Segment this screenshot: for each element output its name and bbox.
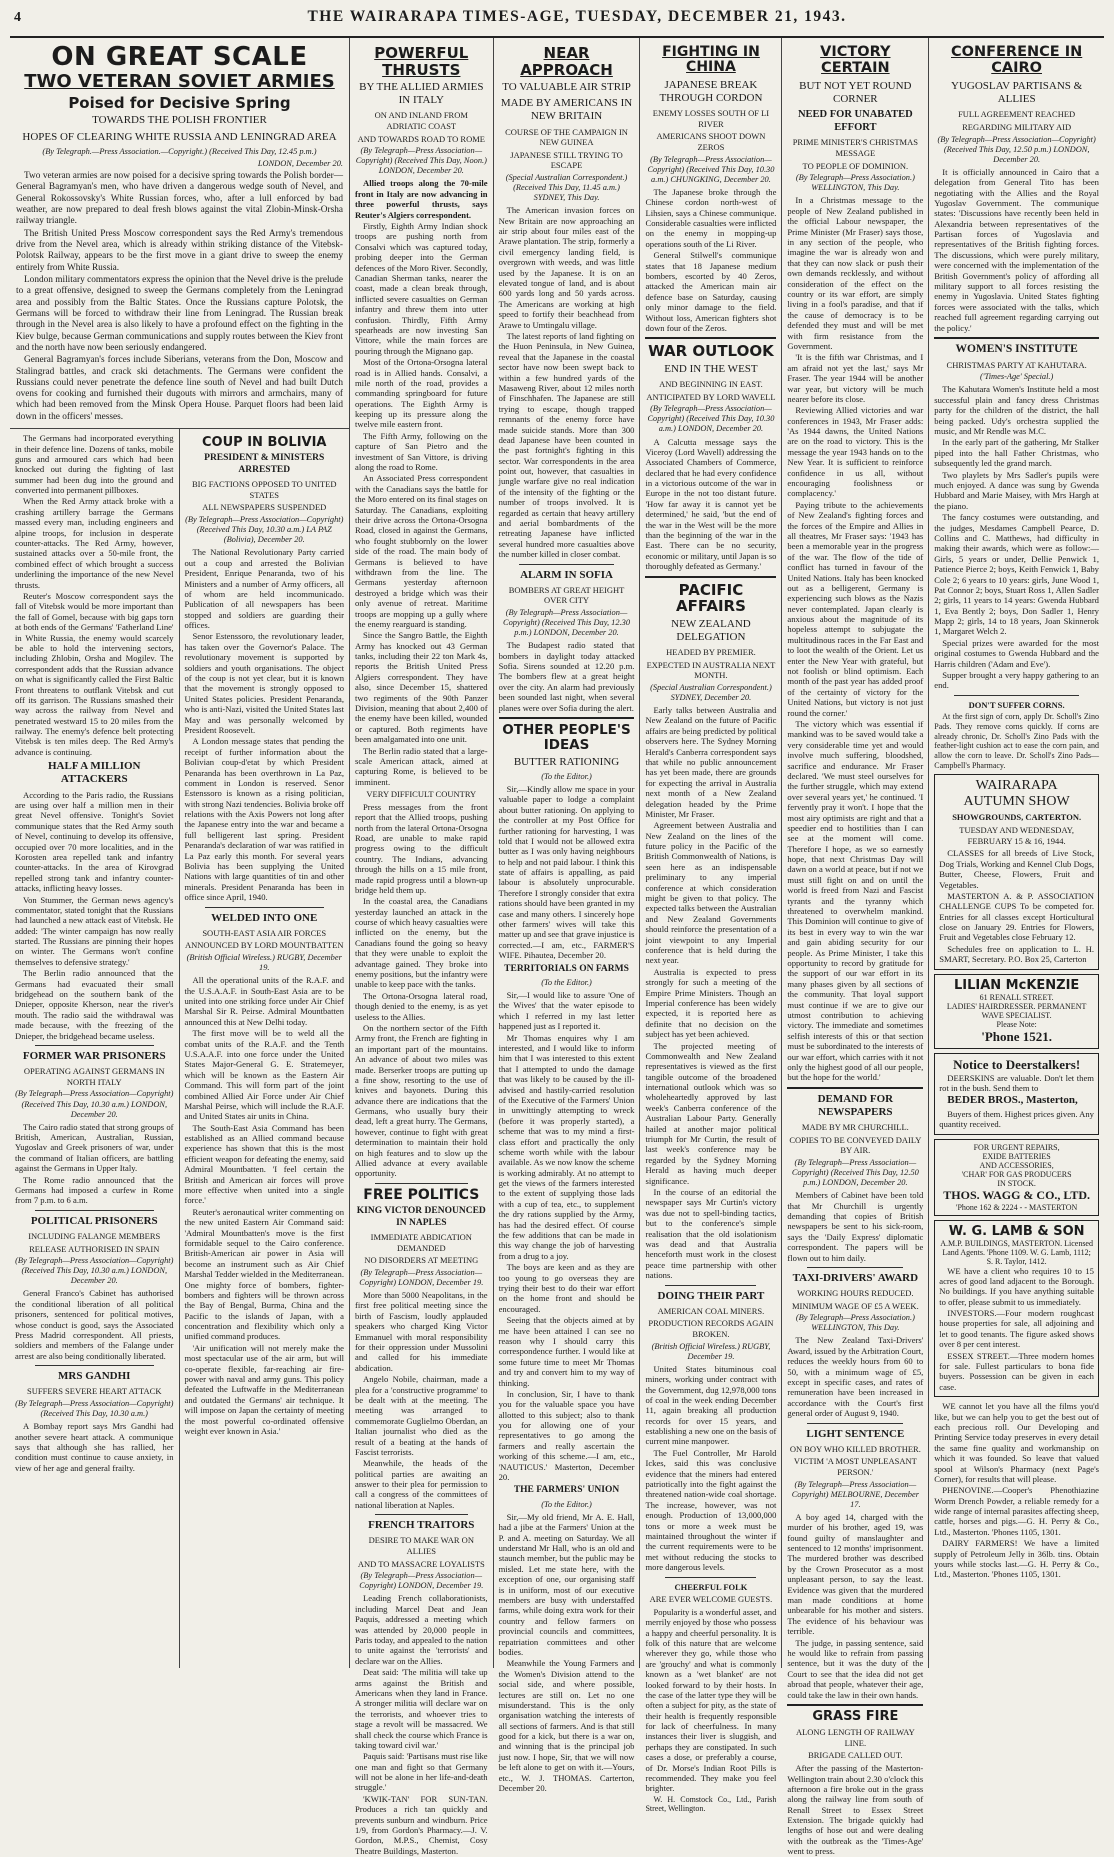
ad-line: EXIDE BATTERIES [982, 1151, 1051, 1161]
subhead: MINIMUM WAGE OF £5 A WEEK. [791, 1300, 919, 1311]
subhead: RELEASE AUTHORISED IN SPAIN [29, 1243, 160, 1254]
credit: (Special Australian Correspondent.) (Received This Day, 11.45 a.m.) SYDNEY, This Day. [505, 173, 628, 203]
to-editor: (To the Editor.) [541, 771, 592, 781]
paragraph: Agreement between Australia and New Zealand on the lines of the future policy in the Pacific of the British Commonwealth of Nations, is seen here as an indispensable preliminary to any imperial conference at which consideration might be given to that policy. The expected talks between the Australian and New Zealand Governments should reinforce the presentation of a joint viewpoint to any Imperial conference that is held during the next year. [645, 820, 777, 966]
subhead: YUGOSLAV PARTISANS & ALLIES [951, 79, 1083, 106]
autumn-show-ad [934, 774, 1099, 969]
headline-poised: Poised for Decisive Spring [68, 93, 291, 112]
paragraph: The Budapest radio stated that bombers in daylight today attacked Sofia. Sirens sounded at 12.20 p.m. The bombers flew at a great height over the city. An alarm had previously been sounded last night, when several planes were over Sofia during the alert. [498, 640, 635, 713]
headline-former-prisoners: FORMER WAR PRISONERS [22, 1050, 166, 1062]
subhead: END IN THE WEST [664, 362, 758, 375]
paragraph: At the first sign of corn, apply Dr. Scholl's Zino Pads. They remove corns quickly. If corns are already chronic, Dr. Scholl's Zino Pads with the feather-light cushion act to ease the corn pain, and allow the corn to leave. Dr. Scholl's Zino Pads—Campbell's Pharmacy. [934, 712, 1099, 770]
paragraph: MASTERTON A. & P. ASSOCIATION CHALLENGE CUPS To be competed for. Entries for all classes except Horticultural close on January 29. Entries for Flowers, Fruit and Vegetables close February 12. [939, 890, 1094, 943]
credit: (By Telegraph—Press Association—Copyright) LONDON, December 19. [359, 1267, 484, 1287]
paragraph: Reuter's aeronautical writer commenting on the new united Eastern Air Command said: 'Admiral Mountbatten's move is the first formidable sequel to the Cairo conference. British-American air power in Asia will become an instrument such as Air Chief Marshal Tedder wielded in the Mediterranean. One mighty force of bombers, fighter-bombers and fighters will be thrown across the Bay of Bengal, Burma, China and the Pacific to the islands of Japan, with a concentration and flexibility which only a unified command produces. [184, 1206, 344, 1342]
paragraph: Leading French collaborationists, including Marcel Deat and Jean Paquis, addressed a meeting which was attended by 20,000 people in Paris today, and appealed to the nation to unite against the 'terrorists' and declare war on the Allies. [355, 1593, 488, 1666]
doing-body [645, 1364, 776, 1573]
column-1 [10, 429, 180, 1668]
paragraph: The British United Press Moscow correspondent says the Red Army's tremendous drive from the Nevel area, which is already within striking distance of the Vitebsk-Polotsk Railway, appears to be the first move in a giant drive to sweep the enemy entirely from White Russia. [16, 228, 343, 273]
paragraph: Schedules free on application to L. H. SMART, Secretary. P.O. Box 25, Carterton [939, 943, 1094, 965]
ad-heading: WAIRARAPA [975, 778, 1058, 794]
paragraph: The Rome radio announced that the Germans had imposed a curfew in Rome from 7 p.m. to 6 a.m. [15, 1174, 174, 1206]
advertiser: W. H. Comstock Co., Ltd., Parish Street, Wellington. [645, 1794, 777, 1814]
subhead: JAPANESE STILL TRYING TO ESCAPE [510, 149, 623, 171]
paragraph: The judge, in passing sentence, said he would like to refrain from passing sentence, but it was the duty of the Court to see that the idea did not get abroad that people, whatever their age, could take the law in their own hands. [787, 1637, 924, 1700]
subhead: BIG FACTIONS OPPOSED TO UNITED STATES [191, 479, 337, 500]
subhead: AMERICANS SHOOT DOWN ZEROS [656, 131, 766, 153]
cheerful-body [645, 1607, 776, 1814]
headline-great-scale: ON GREAT SCALE [51, 42, 308, 72]
credit: (By Telegraph—Press Association—Copyright) LONDON, December 19. [359, 1571, 484, 1591]
paragraph: The fancy costumes were outstanding, and the judges, Mesdames Campbell Pearce, D. Collins and C. Matthews, had difficulty in making their awards, which were as follow:—Girls, 5 years or under, Dellie Penwick 1, Patience Pierce 2; boys, Keith Fenwick 1, Baby Cole 2; 6 years to 10 years: girls, June Wood 1, Pat Connor 2; boys, Stuart Ross 1, Allen Sadler 2; girls, 11 years to 14 years: Gwenda Hubbard 1, Eva Bently 2; boys, Don Sadler 1, Henry Mapp 2; girls, 14 to 18 years, Joan Skinnerok 1, Margaret Welch 2. [934, 512, 1099, 637]
subhead: IMMEDIATE ABDICATION DEMANDED [370, 1232, 472, 1253]
subhead: INCLUDING FALANGE MEMBERS [28, 1230, 161, 1241]
paragraph: The National Revolutionary Party carried out a coup and arrested the Bolivian President, Enrique Penaranda, two of his Ministers and a number of Army officers, all of whom are held incommunicado. Publication of all newspapers has been stopped and soldiers are guarding their offices. [184, 547, 344, 631]
subhead: EXPECTED IN AUSTRALIA NEXT MONTH. [646, 659, 776, 681]
credit: (British Official Wireless.) RUGBY, December 19. [651, 1341, 771, 1361]
paragraph: ESSEX STREET.—Three modern homes for sale. Fullest particulars to bona fide buyers. Possession can be given in each case. [939, 1350, 1094, 1392]
subhead: THE FARMERS' UNION [513, 1485, 620, 1496]
paragraph: London military commentators express the opinion that the Nevel drive is the prelude to a great offensive, designed to sweep the Germans completely from the Leningrad area and possibly from the Baltic States. Once the Russians capture Polotsk, the Germans will be forced to withdraw their line from Leningrad. The Russian break through in the Nevel area is also likely to have a profound effect on the fighting in the Kiev bulge, because German communications and supply routes between the Kiev front and the north have now been seriously endangered. [16, 274, 343, 353]
paragraph: The Fuel Controller, Mr Harold Ickes, said this was conclusive evidence that the miners had entered patriotically into the fight against the threatened nation-wide coal shortage. The increase, however, was not enough. Production of 13,000,000 tons or more a week must be maintained throughout the winter if the current requirements were to be met without reducing the stocks to more dangerous levels. [645, 1447, 777, 1573]
subhead: PRIME MINISTER'S CHRISTMAS MESSAGE [792, 137, 918, 159]
subhead: HEADED BY PREMIER. [666, 646, 756, 657]
paragraph: DAIRY FARMERS! We have a limited supply of Petroleum Jelly in 36lb. tins. Obtain yours while stocks last.—G. H. Perry & Co., Ltd., Masterton. 'Phones 1105, 1301. [934, 1538, 1099, 1580]
ad-line: 61 RENALL STREET. [979, 992, 1054, 1002]
page-number: 4 [14, 10, 21, 25]
ideas-body [499, 784, 635, 1793]
credit: (By Telegraph—Press Association.) WELLINGTON, This Day. [795, 173, 915, 193]
paragraph: INVESTORS.—Four modern roughcast house properties for sale, all adjoining and let to good tenants. The figure asked shows over 8 per cent interest. [939, 1308, 1094, 1350]
credit: (By Telegraph—Press Association—Copyright) (Received This Day, 12.50 p.m.) LONDON, December 20. [937, 134, 1096, 164]
subhead: FULL AGREEMENT REACHED [958, 109, 1076, 120]
subhead: NEW ZEALAND DELEGATION [671, 617, 751, 643]
paragraph: Press messages from the front report that the Allied troops, pushing north from the lateral Ortona-Orsogna Road, are unable to make rapid progress owing to the difficult country. The Indians, advancing through the hills on a 15 mile front, made rapid progress until a blown-up bridge held them up. [355, 801, 488, 895]
dateline: LONDON, December 20. [257, 158, 343, 168]
subhead: PRESIDENT & MINISTERS ARRESTED [204, 453, 325, 475]
headline-white-russia: HOPES OF CLEARING WHITE RUSSIA AND LENINGRAD AREA [22, 130, 337, 143]
subhead: TO VALUABLE AIR STRIP [502, 81, 631, 93]
approach-body [499, 205, 635, 559]
paragraph: When the Red Army attack broke with a crashing artillery barrage the Germans massed every man, including engineers and alpine troops, for inclusion in desperate counter-attacks. The Red Army, however, sustained attacks over a 50-mile front, the combined effect of which brought a success underlining the importance of the new Nevel thrusts. [15, 496, 174, 590]
headline-powerful-thrusts: POWERFUL THRUSTS [374, 44, 469, 79]
sofia-body [499, 640, 635, 713]
paragraph: DEERSKINS are valuable. Don't let them rot in the bush. Send them to [939, 1072, 1094, 1094]
subhead: VICTIM 'A MOST UNPLEASANT PERSON.' [793, 1456, 917, 1478]
china-body [645, 187, 776, 333]
credit: (By Telegraph—Press Association—Copyright) (Received This Day, 10.30 a.m.) LONDON, December 20. [15, 1256, 174, 1286]
subhead: CHRISTMAS PARTY AT KAHUTARA. [946, 359, 1087, 370]
corns-body [934, 712, 1099, 770]
paragraph: The Berlin radio announced that the Germans had evacuated their small bridgehead on the southern bank of the Dnieper, opposite Kherson, near the river's mouth. The radio said the withdrawal was made because, with the freezing of the Dnieper, the bridgehead became useless. [15, 968, 174, 1041]
paragraph: The Japanese broke through the Chinese cordon north-west of Lihsien, says a Chinese communique. Considerable casualties were inflicted on the enemy in mopping-up operations south of the Li River. [645, 186, 777, 249]
paragraph: After the passing of the Masterton-Wellington train about 2.30 o'clock this afternoon a fire broke out in the grass along the railway line from south of Renall Street to Essex Street Extension. The brigade quickly had lengths of hose out and were dealing with the outbreak as the 'Times-Age' went to press. [787, 1763, 924, 1857]
cairo-body [934, 167, 1099, 333]
paragraph: WE have a client who requires 10 to 15 acres of good land adjacent to the Borough. No buildings. If you have anything suitable to offer, please submit to us immediately. [939, 1265, 1094, 1307]
credit: (By Telegraph—Press Association—Copyright) (Received This Day, 12.50 p.m.) LONDON, December 20. [791, 1157, 919, 1188]
paragraph: In the coastal area, the Canadians yesterday launched an attack in the course of which heavy casualties were inflicted on the enemy, but the Canadians found the going so heavy that they were unable to exploit the advantage gained. They broke into enemy positions, but the infantry were unable to keep pace with the tanks. [355, 896, 488, 990]
thrusts-body [355, 178, 488, 1178]
headline-cheerful-folk: CHEERFUL FOLK [674, 1581, 748, 1592]
column-6 [782, 38, 929, 1857]
headline-soviet-armies: TWO VETERAN SOVIET ARMIES [24, 71, 335, 92]
soviet-story [10, 38, 349, 429]
ad-name: W. G. LAMB & SON [948, 1223, 1085, 1239]
credit: (Special Australian Correspondent.) SYDNEY, December 20. [650, 682, 772, 702]
subhead: COPIES TO BE CONVEYED DAILY BY AIR. [789, 1134, 922, 1156]
paragraph: The first move will be to weld all the combat units of the R.A.F. and the Tenth U.S.A.A.F. into one force under the United States Major-General G. E. Stratemeyer, which will be known as the Eastern Air Command. This will form part of the joint combined Allied Air Force under Air Chief Marshal Peirse, which will include the R.A.F. and United States air units in China. [184, 1028, 344, 1122]
pacific-body [645, 705, 776, 1280]
paragraph: Meanwhile the Young Farmers and the Women's Division attend to the social side, and where possible, lectures are still on. Let no one misunderstand. This is the only organisation watching the interests of all sections of farmers. And is that still good for a kick, but there is a war on, and winning that is the principal job just now. I hope, Sir, that we will now be left alone to get on with it.—Yours, etc., W. J. THOMAS. Carterton, December 20. [498, 1658, 635, 1794]
subhead: ANTICIPATED BY LORD WAVELL [646, 391, 776, 402]
subhead: TO PEOPLE OF DOMINION. [802, 160, 909, 171]
credit: (By Telegraph—Press Association—Copyright) (Received This Day, 10.30 a.m.) LONDON, December 20. [15, 1089, 174, 1119]
headline-light-sentence: LIGHT SENTENCE [806, 1427, 905, 1440]
paragraph: Sir,—I would like to assure 'One of the Wives' that the water episode to which I referred in my last letter happened just as I reported it. [498, 990, 635, 1032]
ad-name: BEDER BROS., Masterton, [947, 1094, 1078, 1107]
headline-political-prisoners: POLITICAL PRISONERS [30, 1214, 158, 1227]
paragraph: The New Zealand Taxi-Drivers' Award, issued by the Arbitration Court, reduces the weekly hours from 60 to 50, with a minimum wage of £5, except in specific cases, and rates of remuneration have been increased in accordance with the Court's first general order of August 9, 1940. [787, 1335, 924, 1419]
demand-body [787, 1190, 923, 1263]
subhead: BRIGADE CALLED OUT. [808, 1750, 903, 1761]
credit: (By Telegraph—Press Association.) WELLINGTON, This Day. [795, 1313, 915, 1333]
headline-coup-bolivia: COUP IN BOLIVIA [202, 435, 327, 451]
paragraph: Sir,—Kindly allow me space in your valuable paper to lodge a complaint about butter rationing. On applying to the controller at my Post Office for further rationing for harvesting, I was told that I would not be allowed extra butter as I was only having neighbours to help and not paid labour. I think this state of affairs is appalling, as paid labour is absolutely unprocurable. Therefore I strongly consider that extra rations should have been granted in my case and many others. I sincerely hope other farmers' wives will take this matter up and see that grave injustice is corrected.—I am, etc., FARMER'S WIFE. Pihautea, December 20. [498, 783, 635, 961]
subhead: WORKING HOURS REDUCED. [797, 1288, 914, 1299]
paragraph: Mr Thomas enquires why I am interested, and I would like to inform him that I was interested to this extent that I attempted to undo the damage that was likely to be caused by the ill-advised and hastily-carried resolution of the Executive of the Farmers' Union in unwittingly attempting to wreck (before it was properly started), a scheme that was to my mind a first-class effort and practically the only scheme worth while with the labour available. As we now know the scheme is working admirably. At no attempt to get the views of the farmers interested to the extent of supplying those lads with a cup of tea, etc., to supplement the dry rations supplied by the Army, has had the desired effect. Of course the few additions that can be made in this way change the job of harvesting from a drug to a joy. [498, 1032, 635, 1261]
paragraph: The Kahutara Women's Institute held a most successful plain and fancy dress Christmas party for the children of the district, the hall being packed. Udy's orchestra supplied the music, and Mr Rendle was M.C. [934, 384, 1099, 437]
paragraph: Sir,—My old friend, Mr A. E. Hall, had a jibe at the Farmers' Union at the P. and A. meeting on Saturday. We all understand Mr Hall, who is an old and staunch member, but the public may be misled. Let me state here, with the exception of one, our organising staff is in uniform, most of our executive members are busy with understaffed farms, while doing extra work for their country and fellow farmers on provincial councils and committees, repatriation committees and other bodies. [498, 1511, 635, 1657]
paragraph: 'Air unification will not merely make the most spectacular use of the air arm, but will co-operate flexible, far-reaching air fire-power with naval and army guns. This policy defeated the Luftwaffe in the Mediterranean and outdated the Germans' air technique. It will impose on Japan the certainty of meeting the most powerful co-ordinated offensive weight ever known in Asia.' [184, 1342, 344, 1436]
headline-polish-frontier: TOWARDS THE POLISH FRONTIER [92, 114, 267, 127]
subhead: JAPANESE BREAK THROUGH CORDON [659, 78, 763, 104]
column-2 [180, 429, 350, 1668]
ad-line: IN STOCK. [997, 1178, 1036, 1188]
victory-body [787, 195, 923, 1082]
traitors-body [355, 1593, 488, 1856]
ad-line: FOR URGENT REPAIRS, [973, 1142, 1060, 1152]
paragraph: The latest reports of land fighting on the Huon Peninsula, in New Guinea, reveal that the Japanese in the coastal sector have now been swept back to within a few hundred yards of the Masaweng River, about 12 miles north of Finschhafen. The Japanese are still trying to escape, though trapped remnants of the enemy force have made suicide stands. More than 300 dead Japanese have been counted in the past fortnight's fighting in this sector. War correspondents in the area point out, however, that casualties in jungle warfare give no real indication of the intensity of the fighting or the number of troops involved. It is regarded as certain that heavy artillery and aerial bombardments of the retreating Japanese have inflicted several hundred more casualties above the number killed in closer combat. [498, 330, 635, 560]
columns [10, 38, 1104, 1857]
deerstalkers-ad [934, 1053, 1099, 1135]
paragraph: The Berlin radio stated that a large-scale American attack, aimed at capturing Rome, is believed to be imminent. [355, 745, 488, 787]
credit: (By Telegraph—Press Association—Copyright) (Received This Day, 10.30 a.m.) [15, 1399, 174, 1419]
headline-alarm-sofia: ALARM IN SOFIA [520, 568, 613, 581]
ad-body [939, 1266, 1094, 1393]
paragraph: In the course of an editorial the newspaper says Mr Curtin's victory was due not to spell-binding tactics, but to the conference's simple realisation that the old isolationism was dead and that Australia henceforth must work in the closest peace time partnership with other nations. [645, 1186, 777, 1281]
subhead: TERRITORIALS ON FARMS [504, 963, 629, 974]
subhead: BY THE ALLIED ARMIES IN ITALY [359, 81, 484, 107]
paragraph: General Bagramyan's forces include Siberians, veterans from the Don, Moscow and Stalingrad battles, and crack ski detachments. The Germans were confident the Russians could never penetrate the defence line south of Nevel and had built Dutch ovens for cooking and furnished their dugouts with mirrors and armchairs, many of which had been removed from the Minsk Opera House. Parquet floors had been laid down in the officers' messes. [16, 355, 343, 422]
ad-subheading: SHOWGROUNDS, CARTERTON. [952, 812, 1082, 823]
light-body [787, 1512, 923, 1700]
subhead: MADE BY AMERICANS IN NEW BRITAIN [500, 97, 633, 123]
subhead: AMERICAN COAL MINERS. [657, 1305, 765, 1316]
subhead: AND TOWARDS ROAD TO ROME [357, 133, 485, 144]
paragraph: A boy aged 14, charged with the murder of his brother, aged 19, was found guilty of manslaughter and sentenced to 12 months' imprisonment. The murdered brother was described by the Crown Prosecutor as a most unpleasant person, to say the least. Evidence was given that the murdered man made conditions at home unbearable for his mother and sisters. The evidence of his behaviour was terrible. [787, 1511, 924, 1637]
paragraph: Angelo Nobile, chairman, made a plea for a 'constructive programme' to be dealt with at the meeting. The meeting was arranged to commemorate Guglielmo Oberdan, an Italian journalist who died as the result of a beating at the hands of Fascist terrorists. [355, 1374, 488, 1457]
subhead: KING VICTOR DENOUNCED IN NAPLES [356, 1206, 486, 1228]
column-3 [350, 38, 494, 1856]
paragraph: Meanwhile, the heads of the political parties are awaiting an answer to their plea for permission to call a congress of the committees of national liberation at Naples. [355, 1458, 488, 1510]
paragraph: The projected meeting of Commonwealth and New Zealand representatives is viewed as the first tangible outcome of the broadened international outlook which was so wholeheartedly approved by last week's Canberra conference of the Australian Labour Party. Generally hailed at another major political triumph for Mr Curtin, the result of last week's conference may be regarded by the Sydney Morning Herald as having much deeper significance. [645, 1040, 777, 1186]
lilian-mckenzie-ad [934, 974, 1099, 1049]
paragraph: PHENOVINE.—Cooper's Phenothiazine Worm Drench Powder, a reliable remedy for a wide range of internal parasites affecting sheep, cattle, horses and pigs.—G. H. Perry & Co., Ltd., Masterton. 'Phones 1105, 1301. [934, 1485, 1099, 1537]
headline-welded: WELDED INTO ONE [211, 911, 318, 924]
ad-body [939, 1073, 1094, 1130]
headline-french-traitors: FRENCH TRAITORS [368, 1519, 475, 1532]
subhead: BOMBERS AT GREAT HEIGHT OVER CITY [508, 584, 625, 606]
paragraph: Seeing that the objects aimed at by me have been attained I can see no reason why I should carry this correspondence further. I would like at some future time to meet Mr Thomas and try and convert him to my way of thinking. [498, 1315, 635, 1388]
paragraph: The victory which was essential if mankind was to be saved would take a very considerable time yet and would involve much suffering, bloodshed, sacrifice and endurance. Mr Fraser declared. 'We must steel ourselves for the further struggle, which may extend over several years yet,' he continued. 'I fervently pray it won't. I hope that the most airy optimists are right and that a speedier end to hostilities than I can see at the moment will come. Therefore I hope, as we so earnestly hope, that next Christmas Day will dawn on a world at peace, but if not we must still fight on and on until the world is freed from Nazi and Fascist tyrants and the tyranny which threatened to overwhelm mankind. This Dominion will continue to give of its best in every way to win the war and gain abiding security for our people. As Prime Minister, I take this opportunity to record by gratitude for the support of our war effort in its many phases given by all sections of the community. That loyal support must continue if we are to give our utmost contribution to achieving victory. The immediate and sometimes selfish interests of this or that section must be subordinated to the interests of our war effort, which carries with it not only the highest good of all our people, but the hope for the world.' [787, 719, 924, 1083]
paragraph: WE cannot let you have all the films you'd like, but we can help you to get the best out of each precious roll. Our Developing and Printing Service today preserves in every detail the same fine quality and workmanship on which it was founded. So leave that valued spool at Wilson's Pharmacy (next Page's Corner), for results that will please. [934, 1401, 1099, 1484]
subhead: ENEMY LOSSES SOUTH OF LI RIVER [652, 108, 770, 129]
lower-columns [10, 429, 349, 1668]
masthead [10, 8, 1104, 38]
paragraph: Senor Estenssoro, the revolutionary leader, has taken over the Governor's Palace. The revolutionary movement is supported by soldiers and youth organisations. The object of the coup is not yet clear, but it is known that the movement is strongly opposed to United States policies. President Penaranda, who is anti-Nazi, visited the United States last May and was personally welcomed by President Roosevelt. [184, 631, 344, 735]
ad-line: A.M.P. BUILDINGS, MASTERTON. Licensed Land Agents. 'Phone 1109. W. G. Lamb, 1112; S. R. Taylor, 1412. [940, 1238, 1093, 1266]
headline-near-approach: NEAR APPROACH [520, 44, 613, 79]
paragraph: Reviewing Allied victories and war conferences in 1943, Mr Fraser adds: 'As 1944 dawns, the United Nations are on the road to victory. This is the message the year 1943 hands on to the New Year. It is sufficient to reinforce confidence in us all, without encouraging foolishness or complacency.' [787, 405, 924, 499]
wide-column [10, 38, 350, 1668]
subhead: AND TO MASSACRE LOYALISTS [357, 1558, 485, 1569]
to-editor: (To the Editor.) [541, 977, 592, 987]
subhead: OPERATING AGAINST GERMANS IN NORTH ITALY [23, 1066, 165, 1087]
paragraph: A London message states that pending the receipt of further information about the Bolivian coup-d'etat by which President Penaranda has been overthrown in La Paz, comment in London is reserved. Senor Estenssoro is known as a rising politician, with strong Nazi tendencies. Bolivia broke off relations with the Axis Powers not long after the Japanese entry into the war and became a full belligerent last spring. President Penaranda's declaration of war was ratified in La Paz early this month. For several years Bolivia has been supplying the United Nations with large quantities of tin and other minerals. President Penaranda has been in office since April, 1940. [184, 736, 344, 903]
paragraph: Members of Cabinet have been told that Mr Churchill is urgently demanding that copies of British newspapers be sent to his sick-room, says the 'Daily Express' diplomatic correspondent. The papers will be flown out to him daily. [787, 1190, 924, 1263]
grass-body [787, 1763, 923, 1857]
subhead: SOUTH-EAST ASIA AIR FORCES [202, 927, 327, 938]
classifieds [934, 1401, 1099, 1580]
subhead: SUFFERS SEVERE HEART ATTACK [27, 1386, 162, 1397]
paragraph: In conclusion, Sir, I have to thank you for the valuable space you have allotted to this subject; also to thank you for allowing one of your representatives to go among the farmers and really ascertain the working of this scheme.—I am, etc., 'NAUTICUS.' Masterton, December 20. [498, 1388, 635, 1483]
subhead: DESIRE TO MAKE WAR ON ALLIES [368, 1535, 474, 1557]
paragraph: The South-East Asia Command has been established as an Allied command because experience has shown that this is the most efficient weapon for defeating the enemy, said Admiral Mountbatten. 'I feel certain the British and American air forces will prove more effective when united into a single force.' [184, 1122, 344, 1206]
column-4 [494, 38, 641, 1794]
paragraph: United States bituminous coal miners, working under contract with the Government, dug 12,978,000 tons of coal in the week ending December 11, again breaking all production records for over 15 years, and establishing a new one on the basis of current mine manpower. [645, 1363, 777, 1447]
wagg-ad [934, 1139, 1099, 1216]
headline-doing-their-part: DOING THEIR PART [657, 1289, 765, 1302]
gandhi-body [15, 1421, 174, 1473]
paragraph: A Calcutta message says the Viceroy (Lord Wavell) addressing the Associated Chambers of Commerce, declared that he had every confidence in a victorious outcome of the war in Europe in the not too distant future. 'How far away it is cannot yet be determined,' he said, 'but the end of the war in the West will be the more than the beginning of the war in the East. There can be no security, economic or military, until Japan is so thoroughly defeated as Germany.' [645, 436, 777, 572]
paragraph: Reuter's Moscow correspondent says the fall of Vitebsk would be more important than the fall of Gomel, because with big gaps torn at both ends of the Germans' 'Fatherland Line' in White Russia, the enemy would scarcely be able to hold the intervening sectors, including Zhlobin, Orsha and Mogilev. The correspondent adds that the Russian advance on what is significantly called the First Baltic Front threatens to outflank Vitebsk and cut off its garrison. The Russians smashed their way across the railway from Nevel and penetrated westward 15 to 20 miles from the railway. The enemy's defence belt protecting Vitebsk is ten miles deep. The Red Army's advance is continuing. [15, 591, 174, 757]
headline-taxi-award: TAXI-DRIVERS' AWARD [792, 1271, 919, 1284]
paragraph: Firstly, Eighth Army Indian shock troops are pushing north from Consalvi which was captured today, probing deeper into the German defences of the Moro River. Secondly, Canadian Sherman tanks, nearer the coast, made a clean break through, inflicted severe casualties on German infantry and threw them into utter confusion. Thirdly, Fifth Army spearheads are now investing San Vittore, while the main forces are pouring through the Mignano gap. [355, 221, 488, 356]
paragraph: Paying tribute to the achievements of New Zealand's fighting forces and the forces of the Empire and Allies in all theatres, Mr Fraser says: '1943 has been a memorable year in the progress of the war. The flow of the tide of conflict has turned in favour of the United Nations. Italy has been knocked out as a belligerent, Germany is experiencing such blows as the Nazis never contemplated. Japan clearly is anxious about the magnitude of its hopeless attempt to subjugate the multitudinous races in the Far East and to loot the wealth of the Orient. Let us enter the New Year with grateful, but not foolish or blind optimism. Each month of the past year has added proof of the certainty of victory for the United Nations, but victory is not just round the corner.' [787, 499, 924, 718]
ad-line: LADIES' HAIRDRESSER. PERMANENT WAVE SPECIALIST. [946, 1001, 1087, 1020]
paragraph: Von Stummer, the German news agency's commentator, stated tonight that the Russians had launched a new attack east of Vitebsk. He added: 'The winter campaign has now really started. The Russians are pinning their hopes on winter. The Germans won't confine themselves to defensive strategy.' [15, 894, 174, 967]
subhead: COURSE OF THE CAMPAIGN IN NEW GUINEA [505, 126, 628, 148]
paragraph: General Stilwell's communique states that 18 Japanese medium bombers, escorted by 40 Zeros, attacked the American main air defence base on Saturday, causing only minor damage to the field. Without loss, American fighters shot down four of the Zeros. [645, 250, 777, 333]
paragraph: The Fifth Army, following on the capture of San Pietro and the investment of San Vittore, is driving along the road to Rome. [355, 430, 488, 473]
taxi-body [787, 1335, 923, 1418]
paragraph: Paquis said: 'Partisans must rise like one man and fight so that Germany will not be alone in her life-and-death struggle.' [355, 1751, 488, 1793]
paragraph: Buyers of them. Highest prices given. Any quantity received. [939, 1108, 1094, 1130]
headline-grass-fire: GRASS FIRE [812, 1708, 899, 1724]
paragraph: Most of the Ortona-Orsogna lateral road is in Allied hands. Consalvi, a mile north of the road, provides a commanding springboard for future operations. The Eighth Army is keeping up its pressure along the twelve mile eastern front. [355, 357, 488, 430]
subhead: NEED FOR UNABATED EFFORT [797, 109, 913, 133]
paragraph: Two playlets by Mrs Sadler's pupils were much enjoyed. A dance was sung by Gwenda Hubbard and Marie Maisey, with Mrs Hargh at the piano. [934, 469, 1099, 511]
ad-heading: Notice to Deerstalkers! [953, 1056, 1081, 1072]
ad-body [939, 848, 1094, 964]
subhead: ALL NEWSPAPERS SUSPENDED [202, 502, 327, 513]
former-body [15, 1122, 174, 1206]
headline-fighting-china: FIGHTING IN CHINA [662, 44, 760, 76]
paragraph: 'It is the fifth war Christmas, and I am afraid not yet the last,' says Mr Fraser. The year 1944 will be another war year, but victory will be much nearer before its close. [787, 352, 924, 404]
paragraph: All the operational units of the R.A.F. and the U.S.A.A.F. in South-East Asia are to be united into one striking force under Air Chief Marshal Sir R. Peirse. Admiral Mountbatten announced this at New Delhi today. [184, 975, 344, 1027]
ad-phone: 'Phone 1521. [981, 1028, 1053, 1044]
paragraph: Special prizes were awarded for the most original costumes to Gwenda Hubbard and the Harris children ('Adam and Eve'). [934, 637, 1099, 669]
credit: ('Times-Age' Special.) [979, 372, 1054, 382]
subhead: ON AND INLAND FROM ADRIATIC COAST [374, 110, 468, 131]
ad-name: LILIAN McKENZIE [953, 977, 1080, 993]
credit: (By Telegraph—Press Association—Copyright) (Received This Day, 10.30 a.m.) LONDON, December 20. [647, 404, 775, 434]
paragraph: The American invasion forces on New Britain are now approaching an air strip about four miles east of the Arawe plantation. The strip, formerly a civil emergency landing field, is overgrown with weeds, and was little used by the Japanese. It is on an elevated tongue of land, and is about 600 yards long and 50 yards across. The Americans are working at high speed to fortify their beachhead from Arawe to Umtingalu village. [498, 205, 635, 330]
ad-line: 'CHAR' FOR GAS PRODUCERS [961, 1169, 1072, 1179]
subhead: NO DISORDERS AT MEETING [364, 1255, 479, 1266]
paragraph: An Associated Press correspondent with the Canadians says the battle for the Moro entered on its final stages on Saturday. The Canadians, exploiting their drive across the Ortona-Orsogna Road, closed in against the Germans, who fought stubbornly on the lower side of the road. The main body of Germans is believed to have withdrawn from the line. The Germans yesterday afternoon destroyed a bridge which was their only avenue of retreat. Maritime troops are mopping up a gully where the enemy rearguard is standing. [355, 473, 488, 629]
ad-name: THOS. WAGG & CO., LTD. [943, 1187, 1090, 1202]
ad-heading: AUTUMN SHOW [963, 794, 1070, 810]
subhead: BUTTER RATIONING [513, 755, 620, 768]
paragraph: Popularity is a wonderful asset, and merrily enjoyed by those who possess a happy and cheerful personality. It is folk of this nature that are welcome wherever they go, while those who are 'grouchy' and what is commonly known as a 'wet blanket' are not looked forward to by their hosts. In the case of the latter type they will be often a subject for pity, as the state of their health is frequently responsible for lack of cheerfulness. In many instances their liver is sluggish, and perhaps they are constipated. In such cases a dose, or preferably a course, of Dr. Morse's Indian Root Pills is recommended. They make you feel brighter. [645, 1606, 777, 1794]
womens-body [934, 384, 1099, 690]
half-body [15, 790, 174, 1041]
soviet-continued [15, 433, 174, 757]
column-7 [929, 38, 1104, 1668]
kwiktan-ad: 'KWIK-TAN' FOR SUN-TAN. Produces a rich tan quickly and prevents sunburn and windburn. Price 1/9, from Gordon's Pharmacy.—J. V. Gordon, M.P.S., Chemist, Cosy Theatre Buildings, Masterton. [355, 1793, 488, 1856]
politics-body [355, 1290, 488, 1510]
credit: (By Telegraph—Press Association—Copyright) (Received This Day, Noon.) LONDON, December 20. [355, 146, 487, 176]
headline-war-outlook: WAR OUTLOOK [648, 342, 774, 361]
paragraph: In the early part of the gathering, Mr Stalker piped into the hall Father Christmas, who subsequently led the grand march. [934, 437, 1099, 469]
credit: (British Official Wireless.) RUGBY, December 19. [186, 953, 342, 973]
credit: (By Telegraph—Press Association—Copyright) (Received This Day, 12.30 p.m.) LONDON, December 20. [503, 608, 631, 638]
credit: (By Telegraph—Press Association—Copyright) MELBOURNE, December 17. [791, 1479, 919, 1509]
headline-half-million: HALF A MILLION ATTACKERS [48, 760, 141, 786]
paragraph: CLASSES for all breeds of Live Stock, Dog Trials, Working and Kennel Club Dogs, Butter, Cheese, Flowers, Fruit and Vegetables. [939, 848, 1094, 890]
paragraph: More than 5000 Neapolitans, in the first free political meeting since the birth of Fascism, loudly applauded speakers who charged King Victor Emmanuel with moral responsibility for their oppression under Mussolini and called for his immediate abdication. [355, 1290, 488, 1373]
paragraph: Australia is expected to press strongly for such a meeting of the Empire Prime Ministers. Though an Imperial conference has been widely expected, it is reported here as definite that no decision on the subject has yet been achieved. [645, 966, 777, 1040]
credit: (By Telegraph—Press Association—Copyright) (Received This Day, 10.30 a.m.) CHUNGKING, December 20. [647, 154, 775, 184]
lamb-ad [934, 1220, 1099, 1398]
headline-womens-institute: WOMEN'S INSTITUTE [955, 342, 1078, 355]
paragraph: According to the Paris radio, the Russians are using over half a million men in their great Nevel offensive. Tonight's Soviet communique states that the Red Army south of Nevel, continuing to develop its offensive, occupied over 70 more localities, and in the Korosten area repelled tank and infantry counter-attacks. In the area of Kirovgrad repelled strong tank and infantry counter-attacks, inflicting heavy losses. [15, 789, 174, 894]
paragraph: Since the Sangro Battle, the Eighth Army has knocked out 43 German tanks, including their 22 ton Mark 4s, reports the British United Press Algiers correspondent. They have also, since December 15, shattered two regiments of the 90th Panzer Division, meaning that about 2,400 of the enemy have been killed, wounded or captured. Both regiments have been amalgamated into one unit. [355, 630, 488, 745]
paragraph: Two veteran armies are now poised for a decisive spring towards the Polish border—General Bagramyan's men, who have driven a dangerous wedge south of Nevel, and General Rokossovsky's White Russian forces, who, after a lull enforced by bad weather, are now prepared to deal fresh blows against the vital Zlobin-Minsk-Orsha railway triangle. [16, 170, 343, 227]
headline-victory-certain: VICTORY CERTAIN [820, 44, 891, 76]
paragraph: The Cairo radio stated that strong groups of British, American, Australian, Russian, Yugoslav and Greek prisoners of war, under the command of Italian officers, are battling against the Germans in Upper Italy. [15, 1121, 174, 1174]
subhead: ANNOUNCED BY LORD MOUNTBATTEN [184, 940, 344, 951]
headline-other-peoples-ideas: OTHER PEOPLE'S IDEAS [502, 721, 631, 753]
to-editor: (To the Editor.) [541, 1499, 592, 1509]
subhead: BUT NOT YET ROUND CORNER [799, 79, 912, 106]
subhead: AND BEGINNING IN EAST. [659, 379, 763, 390]
column-5 [640, 38, 782, 1814]
paragraph: A Bombay report says Mrs Gandhi had another severe heart attack. A communique says that although she has rallied, her condition must continue to cause anxiety, in view of her age and general frailty. [15, 1421, 174, 1473]
bolivia-body [185, 547, 345, 902]
ad-line: Please Note: [996, 1019, 1037, 1029]
paragraph: The Germans had incorporated everything in their defence line. Dozens of tanks, mobile guns and armoured cars which had been knocked out during the fighting of last summer had been dug into the ground and converted into permanent pillboxes. [15, 433, 174, 496]
headline-demand-newspapers: DEMAND FOR NEWSPAPERS [817, 1092, 894, 1118]
outlook-body [645, 437, 776, 572]
ad-line: 'Phone 162 & 2224 - - MASTERTON [956, 1202, 1078, 1212]
paragraph: Allied troops along the 70-mile front in Italy are now advancing in three powerful thrusts, says Reuter's Algiers correspondent. [355, 178, 488, 220]
paragraph: Deat said: 'The militia will take up arms against the British and Americans when they land in France. A stronger militia will declare war on the terrorists, and whoever tries to stage a revolt will be massacred. We shall check the course which France is taking toward civil war.' [355, 1667, 488, 1750]
subhead: ON BOY WHO KILLED BROTHER. [789, 1443, 921, 1454]
headline-corns: DON'T SUFFER CORNS. [968, 699, 1065, 710]
paragraph: On the northern sector of the Fifth Army front, the French are fighting in an important part of the mountains. An advance of about two miles was made. Berserker troops are putting up a fine show, resorting to the use of knives and bayonets. During this advance there are indications that the Germans, who usually bury their dead, left a great hurry. The Germans, however, continue to fight with great determination to maintain their hold on high features and to slow up the Allied advance at every available opportunity. [355, 1022, 488, 1179]
headline-free-politics: FREE POLITICS [363, 1186, 480, 1203]
paragraph: In a Christmas message to the people of New Zealand published in the official Labour newspaper, the Prime Minister (Mr Fraser) says those, in any section of the people, who imagine the war is already won and that they can now slack or push their own demands recklessly, and without consideration of the effect on the country or its war effort, are simply living in a fool's paradise, and that if the cause of democracy is to be defended they must and will be met with firm resistance from the Government. [787, 195, 924, 351]
headline-mrs-gandhi: MRS GANDHI [58, 1370, 131, 1383]
paragraph: Early talks between Australia and New Zealand on the future of Pacific affairs are being predicted by political observers here. The Sydney Morning Herald's Canberra correspondent says that while no public announcement has yet been made, there are grounds for expecting the arrival in Australia next month of a New Zealand delegation headed by the Prime Minister, Mr Fraser. [645, 705, 777, 819]
paragraph: Supper brought a very happy gathering to an end. [934, 670, 1099, 691]
paragraph: The boys are keen and as they are too young to go overseas they are trying their best to do their war effort on the home front and should be encouraged. [498, 1262, 635, 1314]
soviet-body [16, 171, 343, 423]
polit-body [15, 1288, 174, 1361]
subhead: ARE EVER WELCOME GUESTS. [649, 1594, 773, 1605]
subhead: VERY DIFFICULT COUNTRY [366, 789, 477, 800]
ad-line: AND ACCESSORIES, [979, 1160, 1054, 1170]
paragraph: The Ortona-Orsogna lateral road, though denied to the enemy, is as yet useless to the Allies. [355, 990, 488, 1022]
masthead-title: THE WAIRARAPA TIMES-AGE, TUESDAY, DECEMBER 21, 1943. [307, 8, 847, 25]
subhead: PRODUCTION RECORDS AGAIN BROKEN. [648, 1318, 774, 1339]
subhead: MADE BY MR CHURCHILL. [801, 1122, 909, 1133]
subhead: REGARDING MILITARY AID [962, 121, 1072, 132]
headline-conference-cairo: CONFERENCE IN CAIRO [951, 44, 1083, 76]
paragraph: General Franco's Cabinet has authorised the conditional liberation of all political prisoners, sentenced for political motives, whose conduct is good, says the Associated Press Madrid correspondent. All priests, soldiers and members of the Falange under arrest are also being conditionally liberated. [15, 1288, 174, 1361]
credit: (By Telegraph—Press Association—Copyright) (Received This Day, 10.30 a.m.) LA PAZ (Bolivia), December 20. [185, 515, 344, 545]
ad-dates: TUESDAY AND WEDNESDAY, FEBRUARY 15 & 16, 1944. [959, 825, 1074, 846]
credit: (By Telegraph.—Press Association.—Copyright.) (Received This Day, 12.45 p.m.) [42, 146, 317, 156]
subhead: ALONG LENGTH OF RAILWAY LINE. [795, 1727, 915, 1748]
welded-body [185, 975, 345, 1436]
headline-pacific-affairs: PACIFIC AFFAIRS [675, 580, 746, 616]
paragraph: It is officially announced in Cairo that a delegation from General Tito has been negotiating with the Allies and the Royal Yugoslav Government. The communique states: 'Discussions have recently been held in Alexandria between representatives of the Partisan forces of Yugoslavia and representatives of the British fighting forces. The discussions, which were purely military, were concerned with the implementation of the British Government's policy of affording all military support to all forces resisting the enemy in Yugoslavia. United States fighting forces were associated with the talks, which reached full agreement regarding carrying out the policy.' [934, 166, 1099, 333]
